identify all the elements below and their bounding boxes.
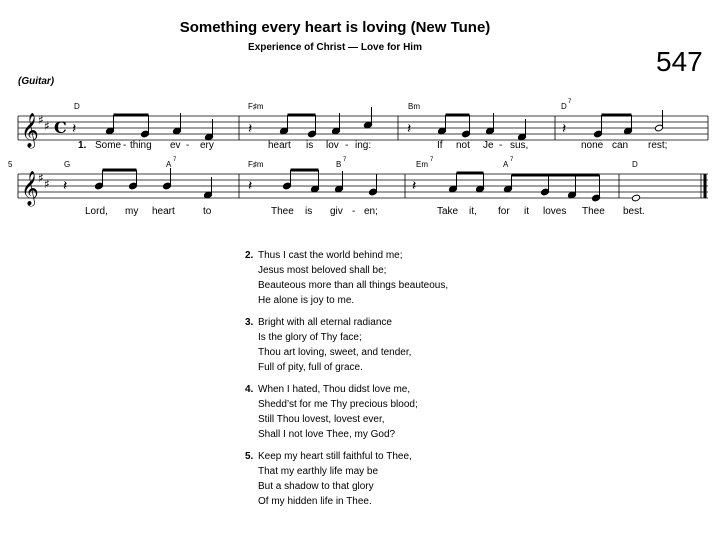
lyric-syllable: ing: [355,140,372,151]
lyric-syllable: my [125,206,139,217]
chord-symbol: F♯m [248,102,264,111]
chord-extension: 7 [173,157,177,163]
verse-5 [245,449,412,509]
verse-number: 2. [245,250,254,261]
lyric-hyphen: - [123,140,127,151]
lyric-syllable: loves [543,206,567,217]
verse-line: Thus I cast the world behind me; [258,250,403,261]
chord-symbol: D [74,102,80,111]
verse-line: Is the glory of Thy face; [258,332,362,343]
treble-clef-icon: 𝄞 [21,113,39,148]
verse-line: Of my hidden life in Thee. [258,496,372,507]
common-time-icon: C [54,118,67,137]
treble-clef-icon: 𝄞 [21,171,39,206]
chord-symbol: F♯m [248,160,264,169]
lyric-syllable: rest; [648,140,668,151]
verse-3 [245,315,411,375]
quarter-rest-icon: 𝄽 [412,178,417,194]
verse-line: Jesus most beloved shall be; [258,265,387,276]
quarter-rest-icon: 𝄽 [562,121,567,137]
verse-line: Keep my heart still faithful to Thee, [258,451,412,462]
verse-line: Shedd’st for me Thy precious blood; [258,399,418,410]
notes [63,107,663,202]
lyric-syllable: can [612,140,629,151]
sharp-icon: ♯ [44,119,50,133]
chord-extension: 7 [343,157,347,163]
staff-system-2 [18,174,708,198]
chord-symbol: D [632,160,638,169]
sharp-icon: ♯ [38,113,44,127]
lyric-syllable: Thee [582,206,605,217]
verse-number: 3. [245,317,254,328]
instrument-label: (Guitar) [18,76,55,87]
chord-symbol: G [64,160,71,169]
lyric-hyphen: - [499,140,503,151]
verse-line: Bright with all eternal radiance [258,317,392,328]
measure-number: 5 [8,160,13,169]
lyric-syllable: not [456,140,470,151]
clefs-and-signatures [21,113,67,207]
verse-number: 4. [245,384,254,395]
lyric-hyphen: - [352,206,356,217]
staff-system-1 [18,116,708,140]
lyric-syllable: Thee [271,206,294,217]
hymn-number: 547 [656,46,703,77]
note-head [632,194,641,202]
lyric-syllable: ery [200,140,214,151]
lyric-syllable: Some [95,140,122,151]
chord-symbol: Em [416,160,428,169]
sharp-icon: ♯ [38,171,44,185]
sharp-icon: ♯ [44,177,50,191]
verse-line: He alone is joy to me. [258,295,355,306]
quarter-rest-icon: 𝄽 [248,121,253,137]
verse-number: 1. [78,140,87,151]
lyric-hyphen: - [345,140,349,151]
lyric-syllable: lov [326,140,339,151]
verse-line: Shall I not love Thee, my God? [258,429,396,440]
quarter-rest-icon: 𝄽 [63,178,68,194]
lyric-syllable: heart [268,140,291,151]
lyric-syllable: is [305,206,313,217]
lyric-syllable: en; [364,206,378,217]
lyric-syllable: If [437,140,443,151]
lyric-syllable: ev [170,140,181,151]
hymn-title: Something every heart is loving (New Tune) [179,19,491,36]
chord-symbol: D [561,102,567,111]
verse-line: When I hated, Thou didst love me, [258,384,411,395]
lyric-syllable: none [581,140,604,151]
hymn-subtitle: Experience of Christ — Love for Him [248,42,422,53]
verse-4 [245,382,418,442]
chord-symbol: A [503,160,509,169]
chord-extension: 7 [568,99,572,105]
chord-symbol: A [166,160,172,169]
lyric-syllable: heart [152,206,175,217]
lyric-syllable: is [306,140,314,151]
quarter-rest-icon: 𝄽 [248,178,253,194]
chord-symbol: Bm [408,102,420,111]
lyric-syllable: it, [469,206,477,217]
lyric-syllable: Take [437,206,459,217]
lyric-syllable: giv [330,206,343,217]
verse-number: 5. [245,451,254,462]
lyric-syllable: for [498,206,510,217]
lyric-syllable: thing [130,140,152,151]
chord-extension: 7 [510,157,514,163]
lyric-syllable: it [524,206,529,217]
verse-line: Thou art loving, sweet, and tender, [258,347,412,358]
verse-line: But a shadow to that glory [258,481,374,492]
quarter-rest-icon: 𝄽 [407,121,412,137]
lyric-syllable: to [203,206,212,217]
chord-symbol: B [336,160,342,169]
verse-line: That my earthly life may be [258,466,379,477]
lyrics-line-1 [78,140,667,151]
lyric-syllable: Lord, [85,206,108,217]
chord-extension: 7 [430,157,434,163]
lyrics-line-2 [85,206,645,217]
lyric-syllable: sus, [510,140,529,151]
lyric-syllable: Je [483,140,494,151]
quarter-rest-icon: 𝄽 [72,121,77,137]
lyric-syllable: best. [623,206,645,217]
verse-2 [245,248,448,308]
verse-line: Still Thou lovest, lovest ever, [258,414,385,425]
verse-line: Beauteous more than all things beauteous, [258,280,449,291]
verse-line: Full of pity, full of grace. [258,362,363,373]
lyric-hyphen: - [186,140,190,151]
